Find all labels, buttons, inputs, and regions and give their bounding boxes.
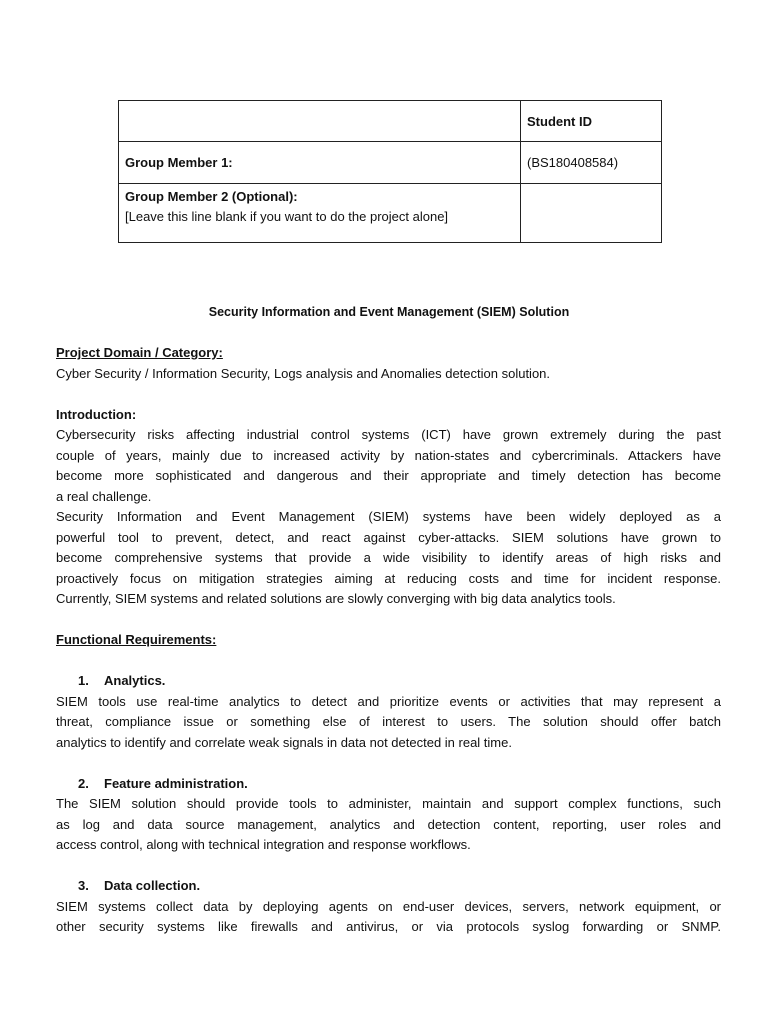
- requirement-line: SIEM tools use real-time analytics to detect and prioritize events or activities that may represent a: [56, 693, 721, 709]
- empty-header-cell: [119, 101, 521, 142]
- document-body: [56, 343, 721, 938]
- student-info-table: [118, 100, 662, 243]
- domain-text: Cyber Security / Information Security, Logs analysis and Anomalies detection solution.: [56, 365, 551, 381]
- requirement-line: The SIEM solution should provide tools to administer, maintain and support complex functions, such: [56, 796, 721, 811]
- requirement-title: Analytics.: [104, 673, 166, 688]
- requirement-heading: [56, 774, 721, 795]
- member1-label: Group Member 1:: [119, 142, 521, 184]
- intro-line: become more sophisticated and dangerous and their appropriate and timely detection has become: [56, 468, 721, 483]
- document-title: Security Information and Event Management (SIEM) Solution: [208, 305, 570, 319]
- requirement-number: 2.: [78, 775, 89, 791]
- requirement-line: as log and data source management, analytics and detection content, reporting, user roles and: [56, 816, 721, 832]
- intro-line: powerful tool to prevent, detect, and react against cyber-attacks. SIEM solutions have grown to: [56, 529, 721, 545]
- requirement-heading: [56, 876, 721, 897]
- requirement-line: SIEM systems collect data by deploying agents on end-user devices, servers, network equipment, or: [56, 898, 721, 914]
- requirement-line: access control, along with technical integration and response workflows.: [56, 837, 471, 852]
- member2-note: [Leave this line blank if you want to do the project alone]: [125, 209, 449, 224]
- requirement-heading: [56, 671, 721, 692]
- requirement-line: threat, compliance issue or something else of interest to users. The solution should offer batch: [56, 714, 721, 729]
- intro-heading: Introduction:: [56, 406, 137, 422]
- member2-id: [521, 184, 662, 243]
- intro-line: a real challenge.: [56, 488, 152, 504]
- requirement-line: analytics to identify and correlate weak signals in data not detected in real time.: [56, 734, 512, 750]
- functional-list: [56, 671, 721, 938]
- student-id-header: Student ID: [521, 101, 662, 142]
- intro-line: Security Information and Event Management (SIEM) systems have been widely deployed as a: [56, 509, 721, 524]
- member2-label: Group Member 2 (Optional):: [125, 189, 298, 204]
- functional-heading: Functional Requirements:: [56, 632, 217, 647]
- member1-id: (BS180408584): [521, 142, 662, 184]
- intro-line: couple of years, mainly due to increased activity by nation-states and cybercriminals. Attackers have: [56, 447, 721, 463]
- intro-line: Cybersecurity risks affecting industrial control systems (ICT) have grown extremely during the past: [56, 427, 721, 442]
- intro-line: become comprehensive systems that provide a wide visibility to identify areas of high risks and: [56, 550, 721, 565]
- domain-heading: Project Domain / Category:: [56, 345, 223, 360]
- intro-line: Currently, SIEM systems and related solutions are slowly converging with big data analytics tools.: [56, 591, 616, 606]
- member2-cell: [119, 184, 521, 243]
- intro-paragraph: [56, 425, 721, 610]
- intro-line: proactively focus on mitigation strategies aiming at reducing costs and time for incident response.: [56, 570, 721, 586]
- requirement-line: other security systems like firewalls and antivirus, or via protocols syslog forwarding or SNMP.: [56, 919, 721, 934]
- requirement-title: Data collection.: [104, 878, 201, 893]
- requirement-number: 3.: [78, 878, 89, 893]
- requirement-title: Feature administration.: [104, 775, 248, 791]
- requirement-number: 1.: [78, 673, 89, 688]
